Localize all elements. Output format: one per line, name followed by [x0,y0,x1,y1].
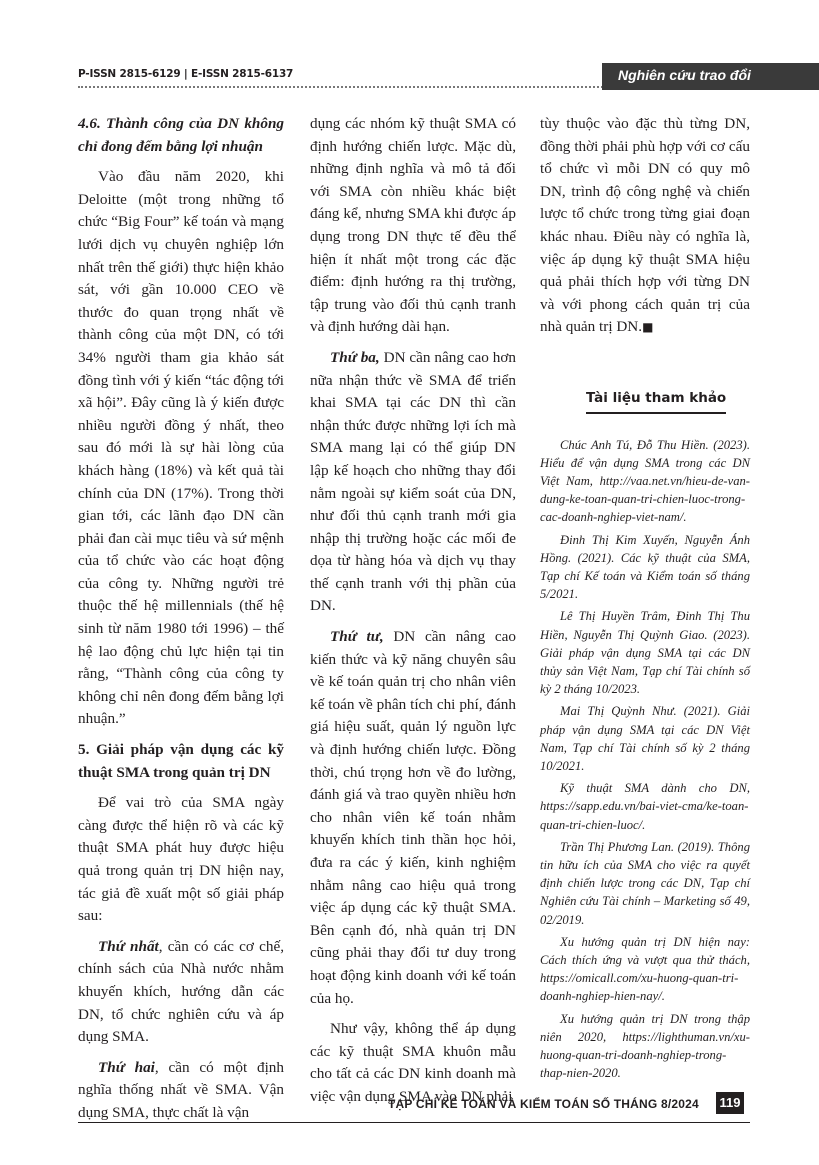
column-2 [310,113,516,1117]
issn-label: P-ISSN 2815-6129 | E-ISSN 2815-6137 [78,68,294,80]
reference-item: Xu hướng quản trị DN hiện nay: Cách thích ứng và vượt qua thử thách, https://omicall.com/xu-huong-quan-tri-doanh-nghiep-hien-nay/. [540,934,750,1004]
column-3 [540,113,750,1086]
page-header [0,0,819,100]
paragraph-text: , cần có một định nghĩa thống nhất về SMA. Vận dụng SMA, thực chất là vận [78,1058,284,1121]
references-title: Tài liệu tham khảo [586,387,726,414]
lead-phrase: Thứ ba, [330,348,380,366]
reference-item: Lê Thị Huyền Trâm, Đinh Thị Thu Hiền, Nguyễn Thị Quỳnh Giao. (2023). Giải pháp vận dụng SMA tại các DN thủy sản Việt Nam, Tạp chí Tài chính số kỳ 2 tháng 10/2023. [540,609,750,697]
paragraph [310,626,516,1010]
end-mark-icon: ■ [642,320,654,335]
lead-phrase: Thứ hai [98,1058,155,1076]
paragraph [78,1057,284,1125]
paragraph-text: DN cần nâng cao hơn nữa nhận thức về SMA để triển khai SMA tại các DN thì cần nhận thức được những lợi ích mà SMA mang lại có thể giúp DN lập kế hoạch cho những thay đổi nằm ngoài sự kiểm soát của DN, như đối thủ cạnh tranh mới gia nhập thị trường hoặc các mối đe dọa từ hàng hóa và dịch vụ thay thế cạnh tranh với thị phần của DN. [310,348,516,615]
reference-item: Trần Thị Phương Lan. (2019). Thông tin hữu ích của SMA cho việc ra quyết định chiến lược trong các DN, Tạp chí Nghiên cứu Tài chính – Marketing số 49, 02/2019. [540,839,750,927]
reference-item: Đinh Thị Kim Xuyến, Nguyễn Ánh Hồng. (2021). Các kỹ thuật của SMA, Tạp chí Kế toán và Kiểm toán số tháng 5/2021. [540,532,750,602]
paragraph-text: DN cần nâng cao kiến thức và kỹ năng chuyên sâu về kế toán quản trị cho nhân viên kế toán về phân tích chi phí, đánh giá hiệu suất, quản lý nguồn lực và định hướng chiến lược. Đồng thời, chú trọng hơn về đo lường, đánh giá và trao quyền nhiều hơn cho nhân viên kế toán nhằm khuyến khích tinh thần học hỏi, đưa ra các ý kiến, kinh nghiệm nhằm nâng cao hiệu quả trong việc áp dụng các kỹ thuật SMA. Bên cạnh đó, nhà quản trị DN cũng phải thay đổi tư duy trong hoạt động kinh doanh với kế toán của họ. [310,628,516,1007]
paragraph-text: tùy thuộc vào đặc thù từng DN, đồng thời phải phù hợp với cơ cấu tổ chức vì mỗi DN có quy mô DN, trình độ công nghệ và chiến lược tổ chức trong từng giai đoạn khác nhau. Điều này có nghĩa là, việc áp dụng kỹ thuật SMA hiệu quả phải thích hợp với từng DN và với phong cách quản trị của nhà quản trị DN. [540,115,750,336]
journal-footer: TẠP CHÍ KẾ TOÁN VÀ KIỂM TOÁN SỐ THÁNG 8/2024 [388,1097,699,1111]
reference-item: Kỹ thuật SMA dành cho DN, https://sapp.edu.vn/bai-viet-cma/ke-toan-quan-tri-chien-luoc/. [540,781,750,832]
lead-phrase: Thứ nhất [98,937,159,955]
paragraph [540,113,750,339]
reference-item: Mai Thị Quỳnh Như. (2021). Giải pháp vận dụng SMA tại các DN Việt Nam, Tạp chí Tài chính số kỳ 2 tháng 10/2021. [540,704,750,773]
reference-item: Chúc Anh Tú, Đỗ Thu Hiền. (2023). Hiểu để vận dụng SMA trong các DN Việt Nam, http://vaa.net.vn/hieu-de-van-dung-ke-toan-quan-tri-chien-luoc-trong-cac-doanh-nghiep-viet-nam/. [540,437,750,525]
paragraph: Như vậy, không thể áp dụng các kỹ thuật SMA khuôn mẫu cho tất cả các DN kinh doanh mà việc vận dụng SMA vào DN phải [310,1020,516,1105]
references-list [540,436,750,1083]
lead-phrase: Thứ tư, [330,628,384,646]
page-number: 119 [716,1092,744,1114]
heading-4-6: 4.6. Thành công của DN không chỉ đong đếm bằng lợi nhuận [78,115,284,155]
paragraph [310,347,516,618]
paragraph: Để vai trò của SMA ngày càng được thể hiện rõ và các kỹ thuật SMA phát huy được hiệu quả trong quản trị DN hiện nay, tác giả đề xuất một số giải pháp sau: [78,794,284,925]
footer-divider [78,1122,750,1123]
paragraph: dụng các nhóm kỹ thuật SMA có định hướng chiến lược. Mặc dù, những định nghĩa và mô tả đối với SMA còn nhiều khác biệt đáng kể, nhưng SMA khi được áp dụng trong DN thực tế đều thể hiện ít nhất một trong các đặc điểm: định hướng ra thị trường, tập trung vào đối thủ cạnh tranh và định hướng dài hạn. [310,115,516,336]
heading-5: 5. Giải pháp vận dụng các kỹ thuật SMA trong quản trị DN [78,741,284,781]
paragraph [78,936,284,1049]
paragraph: Vào đầu năm 2020, khi Deloitte (một trong những tổ chức “Big Four” kế toán và mạng lưới dịch vụ chuyên nghiệp lớn nhất trên thế giới) thực hiện khảo sát, với gần 10.000 CEO về thước đo quan trọng nhất về thành công của một DN, có tới 34% người tham gia khảo sát đồng tình với ý kiến “tác động tới xã hội”. Đây cũng là ý kiến được nhiều người đồng ý nhất, theo sau đó mới là sự hài lòng của khách hàng (18%) và kết quả tài chính của DN (17%). Trong thời gian tới, các lãnh đạo DN cần phải đan cài mục tiêu và sứ mệnh của tổ chức vào các hoạt động của công ty. Những người trẻ thuộc thế hệ millennials (thế hệ sinh từ năm 1980 tới 1996) – thế hệ lao động chủ lực hiện tại tin rằng, “Thành công của công ty không chỉ nên đong đếm bằng lợi nhuận.” [78,168,284,728]
paragraph-text: , cần có các cơ chế, chính sách của Nhà nước nhằm khuyến khích, hướng dẫn các DN, tổ chức nghiên cứu và áp dụng SMA. [78,937,284,1046]
column-1 [78,113,284,1133]
reference-item: Xu hướng quản trị DN trong thập niên 2020, https://lighthuman.vn/xu-huong-quan-tri-doanh-nghiep-trong-thap-nien-2020. [540,1011,750,1081]
section-label: Nghiên cứu trao đổi [618,67,751,83]
